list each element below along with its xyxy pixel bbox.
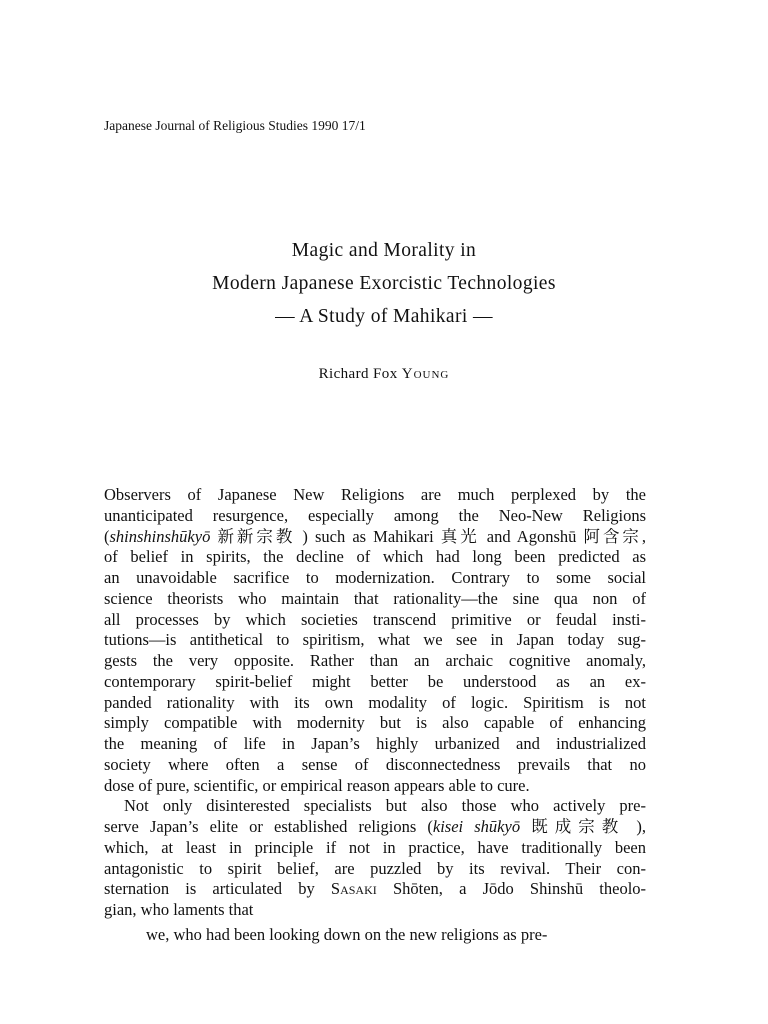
text-segment: ) such as Mahikari xyxy=(302,526,434,546)
body-line xyxy=(104,879,646,900)
title-line-1: Magic and Morality in xyxy=(291,240,477,261)
body-line xyxy=(104,817,646,838)
body-line: of belief in spirits, the decline of which had long been predicted as xyxy=(104,547,646,567)
kanji-shinshinshukyo: 新新宗教 xyxy=(217,526,296,546)
kanji-kisei-shukyo: 既成宗教 xyxy=(531,817,626,836)
body-line: an unavoidable sacrifice to modernization. Contrary to some social xyxy=(104,568,646,587)
body-line: gian, who laments that xyxy=(104,900,254,919)
article-title xyxy=(0,234,768,333)
name-sasaki: Sasaki xyxy=(330,879,377,899)
body-line: contemporary spirit-belief might better be understood as an ex- xyxy=(104,671,646,691)
paren-open: ( xyxy=(104,526,110,546)
author-name xyxy=(0,366,768,383)
body-line: science theorists who maintain that rationality—the sine qua non of xyxy=(104,588,646,608)
body-line xyxy=(104,527,646,548)
term-kisei-shukyo: kisei shūkyō xyxy=(432,817,521,836)
body-line: the meaning of life in Japan’s highly urbanized and industrialized xyxy=(104,734,646,753)
body-line: Not only disinterested specialists but also those who actively pre- xyxy=(124,796,646,816)
block-quote: we, who had been looking down on the new religions as pre- xyxy=(146,925,548,944)
body-line: unanticipated resurgence, especially among the Neo-New Religions xyxy=(104,505,646,525)
body-line: which, at least in principle if not in practice, have traditionally been xyxy=(104,837,646,857)
kanji-mahikari: 真光 xyxy=(440,526,480,546)
title-line-2: Modern Japanese Exorcistic Technologies xyxy=(212,273,556,294)
body-line: Observers of Japanese New Religions are much perplexed by the xyxy=(104,485,646,504)
title-line-3: — A Study of Mahikari — xyxy=(275,306,493,327)
text-segment: ), xyxy=(636,817,647,836)
body-line: tutions—is antithetical to spiritism, what we see in Japan today sug- xyxy=(104,630,646,650)
body-line: all processes by which societies transcend primitive or feudal insti- xyxy=(104,609,646,629)
text-segment: and Agonshū xyxy=(486,526,577,546)
text-segment: Shōten, a Jōdo Shinshū theolo- xyxy=(392,879,647,899)
body-line: antagonistic to spirit belief, are puzzled by its revival. Their con- xyxy=(104,858,646,878)
body-line: society where often a sense of disconnectedness prevails that no xyxy=(104,754,646,774)
term-shinshinshukyo: shinshinshūkyō xyxy=(109,526,211,546)
author-given-name: Richard Fox xyxy=(318,366,398,382)
text-segment: sternation is articulated by xyxy=(104,879,315,899)
body-line: gests the very opposite. Rather than an archaic cognitive anomaly, xyxy=(104,651,646,670)
article-body xyxy=(104,485,646,921)
journal-reference: Japanese Journal of Religious Studies 1990 17/1 xyxy=(104,118,366,133)
text-segment: serve Japan’s elite or established religions ( xyxy=(104,817,433,836)
body-line: simply compatible with modernity but is also capable of enhancing xyxy=(104,713,646,733)
body-line: panded rationality with its own modality of logic. Spiritism is not xyxy=(104,692,646,712)
kanji-agonshu: 阿含宗, xyxy=(583,526,646,546)
author-family-name: Young xyxy=(401,366,450,382)
body-line: dose of pure, scientific, or empirical reason appears able to cure. xyxy=(104,775,530,795)
